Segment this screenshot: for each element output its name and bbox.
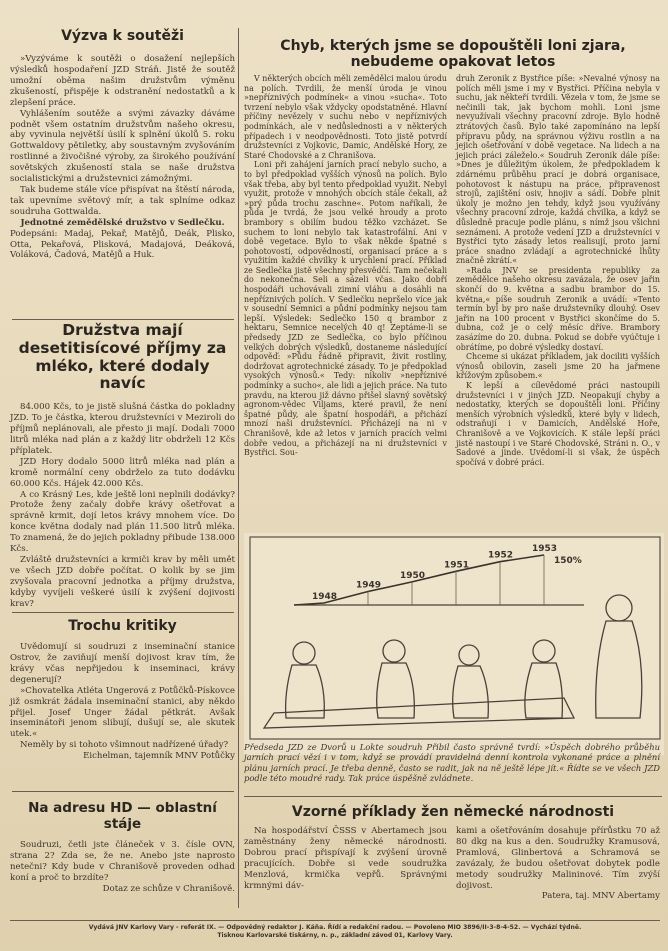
- vzorne-title: Vzorné příklady žen německé národnosti: [291, 804, 615, 820]
- vyzva-paragraph: »Vyzýváme k soutěži o dosažení nejlepších výsledků hospodaření JZD Stráň. Jistě že soutěž umožní oběma našim družstvům výměnu zkušeností, přispěje k odstranění nedostatků a k zlepšení práce.: [10, 54, 235, 108]
- druzstva-title: Družstva mají desetitisícové příjmy za mléko, které dodaly navíc: [18, 321, 227, 393]
- vzorne-signature: Patera, taj. MNV Abertamy: [541, 891, 660, 902]
- hd-paragraph: Soudruzi, četli jste článeček v 3. čísle OVN, strana 2? Zda se, že ne. Anebo jste naprosto netečni? Kdy bude v Chranišově proveden odhad koní a proč to brzdíte?: [10, 840, 235, 883]
- vyzva-signature: Jednotné zemědělské družstvo v Sedlečku.: [20, 217, 225, 228]
- vzorne-paragraph: Na hospodářství ČSSS v Abertamech jsou zaměstnány ženy německé národnosti. Dobrou prací přispívají k zvýšení úrovně pracujících. Dobře si vede soudružka Menzlová, krmička vepřů. Správnými krmnými dáv-: [244, 826, 447, 891]
- illustration-caption: Předsedа JZD ze Dvorů u Lokte soudruh Přibil často správně tvrdí: »Úspěch dobrého průběhu jarních prací vězí i v tom, když se provádí pravidelná denní kontrola vykonané práce a plnění plánu jarních prací. Je třeba denně, často se radit, jak na ně ještě lépe jít.« Řídte se ve všech JZD podle této moudré rady. Tak práce úspěšně zvládnete.: [244, 742, 660, 784]
- druzstva-paragraph: A co Krásný Les, kde ještě loni neplnili dodávky? Protože ženy začaly dobře krávy ošetřovat a správně krmit, dojí letos krávy mnohem více. Do konce května dodaly nad plán 11.500 litrů mléka. To znamená, že do jejich pokladny přibude 138.000 Kčs.: [10, 489, 235, 555]
- chyby-title: Chyb, kterých jsme se dopouštěli loni zjara, nebudeme opakovat letos: [280, 38, 626, 71]
- chyby-paragraph: »Rada JNV se presidenta republiky za zemědělce našeho okresu zavázala, že osev jařin skončí do 9. května a sadbu brambor do 15. května,« píše soudruh Zeronik a uvádí: »Tento termín byl by pro naše družstevníky dlouhý. Osev jařin na 100 procent v Bystřici skončíme do 5. dubna, což je o celý měsíc dříve. Brambory zasázíme do 20. dubna. Pokud se dobře vyúčtuje i obrátíme, po dobré výsledky dostaví.: [456, 265, 660, 352]
- divider: [12, 791, 234, 792]
- trochu-title: Trochu kritiky: [68, 618, 177, 634]
- hd-article: [10, 801, 235, 895]
- footer-line: Vydává JNV Karlovy Vary - referát IX. — Odpovědný redaktor J. Káňa. Řídí a redakční radou. — Povoleno MIO 3896/II-3-8-4-52. — Vychází týdně.: [88, 924, 582, 931]
- hd-signature: Dotaz ze schůze v Chranišově.: [102, 883, 235, 894]
- vzorne-column-1: [244, 826, 447, 891]
- chyby-paragraph: Loni při zahájení jarních prací nebylo sucho, a to byl předpoklad vyšších výnosů na polích. Bylo však třeba, aby byl tento předpoklad využit. Nebyl využit, protože v mnohých obcích stále čekali, až »prý půda trochu zaschne«. Potom naříkali, že půda je tvrdá, že jsou velké hroudy a proto brambory s obilím budou těžko vzcházet. Se suchem to loni nebylo tak katastrofální. Ani v době vegetace. Bylo to však někde špatné s pohotovostí, odpovědností, organisací práce a s využitím každé chvilky k urychlení prací. Příklad ze Sedlečka jistě všechny přesvědčí. Tam nečekali do nekonečna. Seli a sázeli včas. Jako dobří hospodáři uchovávali zimní vláhu a dosáhli na nepříznivých polích. V Sedlečku nepršelo více jak v sousední Semnici a půdní podmínky nejsou tam lepší. Výsledek: Sedlečko 150 q brambor z hektaru, Semnice necelých 40 q! Zeptáme-li se předsedy JZD ze Sedlečka, co bylo příčinou velkých dobrých výsledků, dostaneme následující odpověď: »Půdu řádně připravit, živit rostliny, dodržovat agrotechnické zásady. To je předpoklad vysokých výnosů.« Tedy: nikoliv »nepříznivé podmínky a sucho«, ale lidi a jejich práce. Na tuto pravdu, na kterou již dávno přišel slavný sovětský agronom-vědec Viljams, které pravil, že není špatné půdy, ale špatní hospodáři, a přichází mnozí naši družstevníci. Přicházejí na ni v Chranišově, kde až letos v jarních pracích velmi dobře vedou, a přicházejí na ni družstevníci v Bystřici. Sou-: [244, 160, 447, 458]
- druzstva-paragraph: Zvláště družstevníci a krmiči krav by měli umět ve všech JZD dobře počítat. O kolik by se jim zvyšovala pracovní jednotka a příjmy družstva, kdyby vyvíjeli veškeré úsilí k zvýšení dojivosti krav?: [10, 554, 235, 609]
- year-label: 1948: [312, 592, 338, 602]
- trochu-paragraph: Uvědomují si soudruzi z inseminační stanice Ostrov, že zaviňují menší dojivost krav tím, že krávy včas nepřijedou k inseminaci, krávy degenerují?: [10, 642, 235, 685]
- vzorne-paragraph: kami a ošetřováním dosahuje přírůstku 70 až 80 dkg na kus a den. Soudružky Kramusová, Pramlová, Glinbertová a Schramová se zavázaly, že budou ošetřovat dobytek podle metody soudružky Malininové. Tím zvýší dojivost.: [456, 826, 660, 891]
- trochu-article: [10, 618, 235, 762]
- year-label: 1949: [356, 580, 382, 591]
- footer-rule: [10, 920, 660, 921]
- year-label: 1951: [444, 560, 470, 571]
- druzstva-paragraph: JZD Hory dodalo 5000 litrů mléka nad plán a kromě normální ceny obdrželo za tuto dodávku 60.000 Kčs. Hájek 42.000 Kčs.: [10, 456, 235, 489]
- divider: [12, 319, 234, 320]
- left-column: [10, 28, 235, 261]
- divider: [244, 796, 662, 797]
- chyby-paragraph: druh Zeronik z Bystřice píše: »Nevalné výnosy na polích měli jsme i my v Bystřici. Příčina nebyla v suchu, jak někteří tvrdili. Vězela v tom, že jsme se nečinili tak, jak bychom mohli. Loni jsme nevyužívali všechny pracovní zdroje. Bylo hodně ztrátových časů. Bylo také zapomínáno na lepší přípravu půdy, na správnou výživu rostlin a na jejich ošetřování v době vegetace. Na lidech a na jejich práci záleželo.« Soudruh Zeronik dále píše: »Dnes je důležitým úkolem, že předpokladem k zdárnému průběhu prací je dobrá organisace, pohotovost k nástupu na práce, připravenost strojů, zajištění osiv, hnojiv a sádí. Dobře plnit úkoly je možno jen tehdy, když jsou využívány všechny pracovní zdroje, každá chvilka, a když se důsledně pracuje podle plánu, s nímž jsou všichni seznámeni. A protože vedení JZD a družstevníci v Bystřici tyto zásady letos realisují, proto jarní práce snadno zvládají a agrotechnické lhůty značně zkrátí.«: [456, 74, 660, 266]
- vyzva-signatories: Podepsáni: Madaj, Pekař, Matějů, Deák, Plisko, Otta, Pekařová, Plisková, Madajová, Deáková, Voláková, Čadová, Matějů a Huk.: [10, 228, 235, 261]
- divider: [12, 612, 234, 613]
- growth-chart: [244, 533, 664, 743]
- percent-annotation: 150%: [554, 556, 582, 566]
- druzstva-paragraph: 84.000 Kčs, to je jistě slušná částka do pokladny JZD. To je částka, kterou družstevníci v Meziroli do příjmů neplánovali, ale přesto ji mají. Dodali 7000 litrů mléka nad plán a z každý litr obdrželi 12 Kčs příplatek.: [10, 402, 235, 456]
- trochu-paragraph: »Chovatelka Atléta Ungerová z Potůčků-Pískovce již osmkrát žádala inseminační stanici, aby někdo přijel. Josef Unger žádal pětkrát. Avšak inseminátoři jenom slibují, dušují se, ale skutek utek.«: [10, 685, 235, 740]
- year-label: 1950: [400, 570, 426, 581]
- vyzva-paragraph: Vyhlášením soutěže a svými závazky dáváme podnět všem ostatním družstvům našeho okresu, aby vyvinula největší úsilí k splnění úkolů 5. roku Gottwaldovy pětiletky, aby soustavným zvyšováním rostlinné a živočišné výroby, za širokého používání sovětských zkušeností stala se naše družstva socialistickými a družstevnici zámožnými.: [10, 108, 235, 185]
- hd-title: Na adresu HD — oblastní stáje: [28, 800, 217, 832]
- trochu-signature: Eichelman, tajemník MNV Potůčky: [83, 751, 235, 762]
- chyby-column-1: [244, 74, 447, 458]
- chyby-paragraph: Chceme si ukázat příkladem, jak dociliti vyšších výnosů obilovin, zaseli jsme 20 ha jařmene křížovým způsobem.«: [456, 352, 660, 381]
- footer: [20, 924, 650, 939]
- chyby-paragraph: V některých obcích měli zemědělci malou úrodu na polích. Tvrdili, že menší úroda je vinou »nepříznivých podmínek« a vinou »sucha«. Toto tvrzení nebylo však vždycky opodstatněné. Hlavní příčiny nevězely v suchu nebo v nepříznivých podmínkách, ale v nedůslednosti a v některých případech i v neodpovědnosti. Toto jistě potvrdí družstevníci z Vojkovic, Damic, Andělské Hory, ze Staré Chodovské a z Chranišova.: [244, 74, 447, 160]
- footer-line: Tisknou Karlovarské tiskárny, n. p., základní závod 01, Karlovy Vary.: [217, 931, 453, 939]
- year-label: 1953: [532, 544, 558, 554]
- chyby-paragraph: K lepší a cílevědomé práci nastoupili družstevníci i v jiných JZD. Neopakují chyby a nedostatky, kterých se dopouštěli loni. Příčiny menších výrobních výsledků, které byly v lidech, odstraňují i v Damicích, Andělské Hoře, Chranišově a ve Vojkovicích. K stále lepší práci jistě nastoupí i ve Staré Chodovské, Stráni n. O., v Sadové a jinde. Uvědomí-li si však, že úspěch spočívá v dobré práci.: [456, 381, 660, 467]
- trochu-paragraph: Neměly by si tohoto všimnout nadřízené úřady?: [20, 740, 229, 751]
- vyzva-title: Výzva k soutěži: [61, 28, 184, 44]
- year-label: 1952: [488, 550, 514, 561]
- illustration: [244, 533, 664, 755]
- column-divider: [238, 28, 239, 908]
- chyby-column-2: [456, 74, 660, 467]
- druzstva-article: [10, 322, 235, 609]
- vyzva-paragraph: Tak budeme stále více přispívat na štěstí národa, tak upevníme světový mír, a tak splníme odkaz soudruha Gottwalda.: [10, 184, 235, 217]
- vzorne-column-2: [456, 826, 660, 902]
